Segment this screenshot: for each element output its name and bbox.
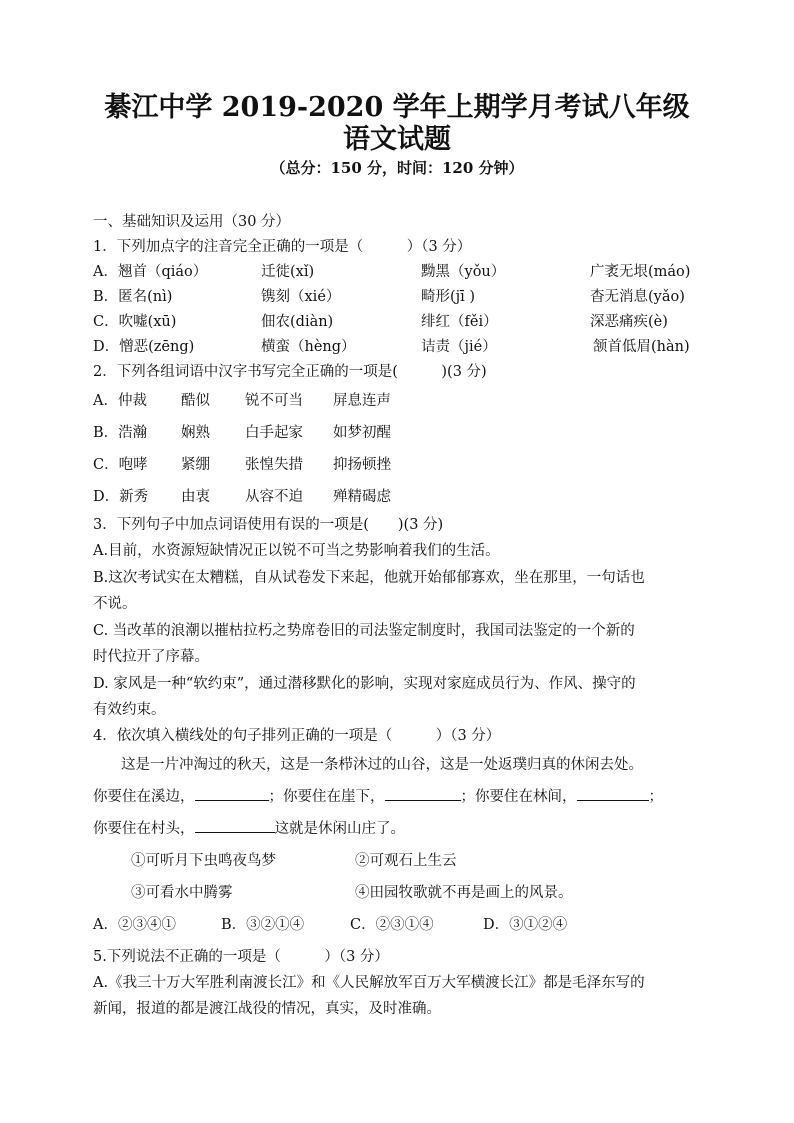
q1-option: 深恶痛疾(è) bbox=[590, 314, 668, 330]
section-heading: 一、基础知识及运用（30 分） bbox=[93, 214, 291, 230]
fill-blank bbox=[195, 782, 269, 801]
q1-option: 迁徙(xǐ) bbox=[261, 264, 315, 280]
q1-option: 广袤无垠(máo) bbox=[590, 264, 691, 280]
q2-option-row bbox=[93, 481, 703, 513]
q4-passage-line bbox=[93, 813, 703, 845]
q2-option-row bbox=[93, 385, 703, 417]
q4-passage-text: ；你要住在崖下， bbox=[268, 788, 385, 805]
q1-option: 黝黑（yǒu） bbox=[421, 264, 506, 280]
q4-choice-row bbox=[93, 845, 703, 877]
q2-option: 紧绷 bbox=[181, 457, 210, 473]
q1-option: 颔首低眉(hàn) bbox=[593, 339, 690, 355]
q1-option-row bbox=[93, 310, 703, 335]
q4-passage-text: ；你要住在林间， bbox=[460, 788, 577, 805]
q1-option: 镌刻（xié） bbox=[261, 289, 341, 305]
exam-subtitle: （总分：150 分，时间：120 分钟） bbox=[270, 159, 524, 177]
q4-choice: ①可听月下虫鸣夜鸟梦 bbox=[131, 852, 276, 869]
q4-choice: ②可观石上生云 bbox=[355, 852, 457, 869]
q4-answer: B．③②①④ bbox=[221, 916, 305, 933]
q2-option: 酷似 bbox=[181, 393, 210, 409]
q2-option: 从容不迫 bbox=[245, 489, 303, 505]
q1-option: C．吹嘘(xū) bbox=[93, 314, 177, 330]
q2-option: 如梦初醒 bbox=[333, 425, 391, 441]
q1-option-row bbox=[93, 260, 703, 285]
q2-option: 锐不可当 bbox=[245, 393, 303, 409]
q4-choice: ④田园牧歌就不再是画上的风景。 bbox=[355, 884, 573, 901]
q2-option: 抑扬顿挫 bbox=[333, 457, 391, 473]
q5-stem: 5.下列说法不正确的一项是（ ）（3 分） bbox=[93, 948, 389, 965]
q2-stem: 2．下列各组词语中汉字书写完全正确的一项是( )(3 分) bbox=[93, 364, 487, 380]
q5-line: A.《我三十万大军胜利南渡长江》和《人民解放军百万大军横渡长江》都是毛泽东写的 bbox=[93, 974, 645, 991]
exam-title-line2: 语文试题 bbox=[343, 124, 451, 155]
q1-option: 佃农(diàn) bbox=[261, 314, 334, 330]
q2-option: B．浩瀚 bbox=[93, 425, 148, 441]
q2-option: 由衷 bbox=[181, 489, 210, 505]
q4-answer-row bbox=[93, 909, 703, 941]
q3-stem: 3．下列句子中加点词语使用有误的一项是( )(3 分) bbox=[93, 517, 444, 533]
q3-line: 不说。 bbox=[93, 596, 137, 612]
q2-option: D．新秀 bbox=[93, 489, 149, 505]
q4-answer: D．③①②④ bbox=[483, 916, 568, 933]
q3-line: B.这次考试实在太糟糕，自从试卷发下来起，他就开始郁郁寡欢，坐在那里，一句话也 bbox=[93, 569, 645, 586]
q1-option: 畸形(jī ) bbox=[421, 289, 476, 305]
q2-option: 白手起家 bbox=[245, 425, 303, 441]
q1-option: 杳无消息(yǎo) bbox=[590, 289, 685, 305]
q2-option-row bbox=[93, 449, 703, 481]
q4-answer: C．②③①④ bbox=[350, 916, 434, 933]
q4-stem: 4．依次填入横线处的句子排列正确的一项是（ ）（3 分） bbox=[93, 727, 501, 744]
q2-option-row bbox=[93, 417, 703, 449]
fill-blank bbox=[385, 782, 461, 801]
q1-option: B．匿名(nì) bbox=[93, 289, 173, 305]
q1-option: D．憎恶(zēng) bbox=[93, 339, 195, 355]
q2-option: 屏息连声 bbox=[333, 393, 391, 409]
q3-line: 有效约束。 bbox=[93, 702, 166, 718]
q1-option-row bbox=[93, 335, 703, 360]
q3-line: C. 当改革的浪潮以摧枯拉朽之势席卷旧的司法鉴定制度时，我国司法鉴定的一个新的 bbox=[93, 622, 635, 639]
q4-passage-text: 你要住在村头， bbox=[93, 820, 195, 837]
q1-option: A．翘首（qiáo） bbox=[93, 264, 208, 280]
q2-option: 娴熟 bbox=[181, 425, 210, 441]
q1-option: 绯红（fěi） bbox=[421, 314, 498, 330]
q1-stem: 1．下列加点字的注音完全正确的一项是（ ）（3 分） bbox=[93, 239, 472, 255]
fill-blank bbox=[195, 814, 275, 833]
q4-passage-line bbox=[93, 781, 703, 813]
q4-answer: A．②③④① bbox=[93, 916, 176, 933]
q4-passage-text: 你要住在溪边， bbox=[93, 788, 195, 805]
exam-content bbox=[93, 210, 703, 1023]
q4-choice-row bbox=[93, 877, 703, 909]
q3-line: D. 家风是一种“软约束”，通过潜移默化的影响，实现对家庭成员行为、作风、操守的 bbox=[93, 675, 636, 692]
q4-passage-line: 这是一片冲淘过的秋天，这是一条栉沐过的山谷，这是一处返璞归真的休闲去处。 bbox=[121, 756, 643, 773]
q2-option: 张惶失措 bbox=[245, 457, 303, 473]
q1-option-row bbox=[93, 285, 703, 310]
q4-passage-text: ； bbox=[648, 788, 663, 805]
q4-choice: ③可看水中腾雾 bbox=[131, 884, 233, 901]
fill-blank bbox=[577, 782, 649, 801]
q2-option: C．咆哮 bbox=[93, 457, 148, 473]
q1-option: 横蛮（hèng） bbox=[261, 339, 356, 355]
q2-option: 殚精碣虑 bbox=[333, 489, 391, 505]
q3-line: A.目前，水资源短缺情况正以锐不可当之势影响着我们的生活。 bbox=[93, 543, 500, 559]
q1-option: 诘责（jié） bbox=[421, 339, 497, 355]
exam-title-line1: 綦江中学 2019-2020 学年上期学月考试八年级 bbox=[104, 92, 690, 123]
q5-line: 新闻，报道的都是渡江战役的情况，真实，及时准确。 bbox=[93, 1001, 441, 1017]
q2-option: A．仲裁 bbox=[93, 393, 147, 409]
q4-passage-text: 这就是休闲山庄了。 bbox=[274, 820, 405, 837]
q3-line: 时代拉开了序幕。 bbox=[93, 649, 209, 665]
